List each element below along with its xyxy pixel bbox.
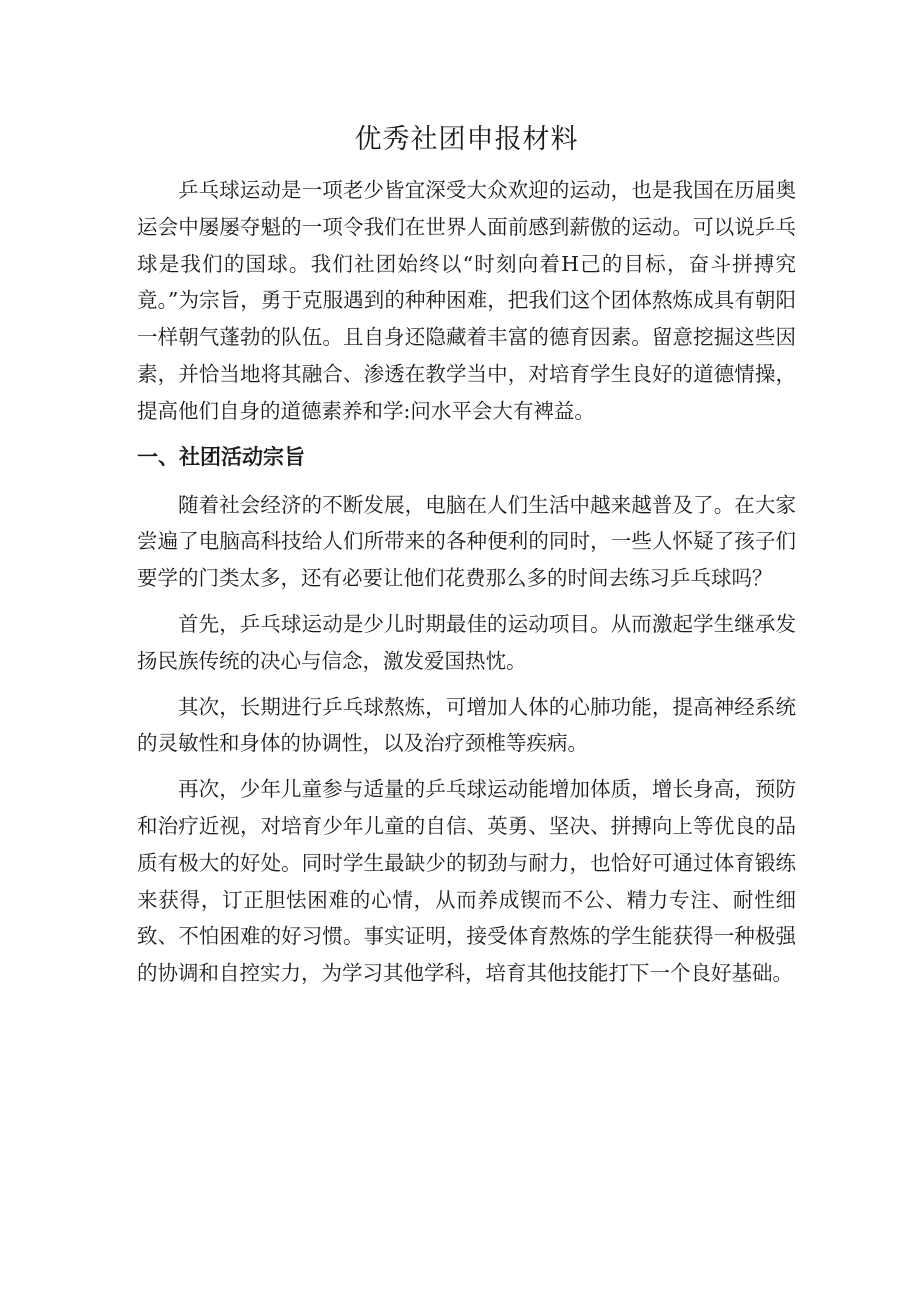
- section-paragraph-1: 随着社会经济的不断发展，电脑在人们生活中越来越普及了。在大家尝遍了电脑高科技给人们所带来的各种便利的同时，一些人怀疑了孩子们要学的门类太多，还有必要让他们花费那么多的时间去练习乒乓球吗？: [137, 492, 796, 591]
- intro-paragraph: 乒乓球运动是一项老少皆宜深受大众欢迎的运动，也是我国在历届奥运会中屡屡夺魁的一项令我们在世界人面前感到薪傲的运动。可以说乒乓球是我们的国球。我们社团始终以“时刻向着H己的目标，奋斗拼搏究竟。”为宗旨，勇于克服遇到的种种困难，把我们这个团体熬炼成具有朝阳一样朝气蓬勃的队伍。且自身还隐藏着丰富的德育因素。留意挖掘这些因素，并恰当地将其融合、渗透在教学当中，对培育学生良好的道德情操，提高他们自身的道德素养和学:问水平会大有裨益。: [137, 178, 796, 423]
- section-paragraph-3: 其次，长期进行乒乓球熬炼，可增加人体的心肺功能，提高神经系统的灵敏性和身体的协调性，以及治疗颈椎等疾病。: [137, 694, 796, 756]
- section-paragraph-4: 再次，少年儿童参与适量的乒乓球运动能增加体质，增长身高，预防和治疗近视，对培育少年儿童的自信、英勇、坚决、拼搏向上等优良的品质有极大的好处。同时学生最缺少的韧劲与耐力，也恰好可通过体育锻练来获得，订正胆怯困难的心情，从而养成锲而不公、精力专注、耐性细致、不怕困难的好习惯。事实证明，接受体育熬炼的学生能获得一种极强的协调和自控实力，为学习其他学科，培育其他技能打下一个良好基础。: [137, 777, 796, 986]
- section-paragraph-2: 首先，乒乓球运动是少儿时期最佳的运动项目。从而激起学生继承发扬民族传统的决心与信念，激发爱国热忱。: [137, 611, 796, 673]
- document-title: 优秀社团申报材料: [354, 124, 579, 155]
- section-heading: 一、社团活动宗旨: [137, 444, 305, 469]
